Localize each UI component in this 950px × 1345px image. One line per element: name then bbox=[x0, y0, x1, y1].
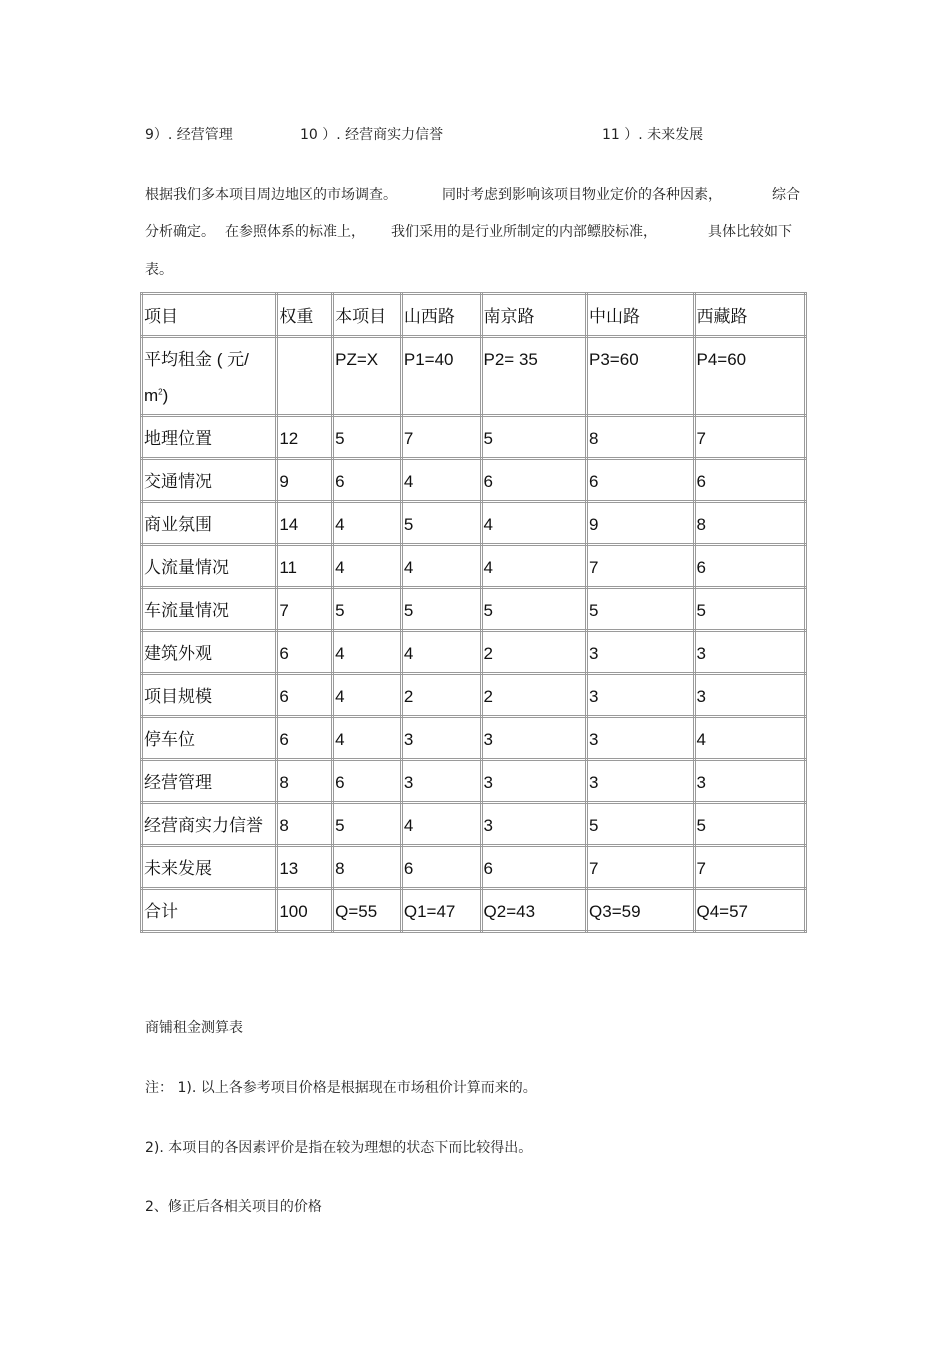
header-cell: 本项目 bbox=[333, 294, 402, 337]
header-cell: 项目 bbox=[142, 294, 277, 337]
table-cell: 3 bbox=[694, 631, 806, 674]
table-cell: 7 bbox=[587, 545, 694, 588]
factor-label-cell: 合计 bbox=[142, 889, 277, 932]
header-cell: 权重 bbox=[277, 294, 333, 337]
table-cell: Q=55 bbox=[333, 889, 402, 932]
table-cell: 5 bbox=[333, 416, 402, 459]
factor-item-10: 10 ）. 经营商实力信誉 bbox=[300, 127, 444, 143]
factor-label-cell: 经营管理 bbox=[142, 760, 277, 803]
table-cell: 6 bbox=[333, 459, 402, 502]
table-caption: 商铺租金测算表 bbox=[145, 1020, 243, 1036]
table-cell: 14 bbox=[277, 502, 333, 545]
table-cell: 4 bbox=[333, 631, 402, 674]
rent-label-cell bbox=[142, 337, 277, 416]
table-cell: 6 bbox=[481, 459, 587, 502]
intro-text: 在参照体系的标准上， bbox=[225, 224, 365, 240]
table-cell: 5 bbox=[481, 416, 587, 459]
table-cell: 3 bbox=[481, 760, 587, 803]
factor-label-cell: 项目规模 bbox=[142, 674, 277, 717]
table-cell: 6 bbox=[277, 631, 333, 674]
intro-text: 分析确定。 bbox=[145, 224, 215, 240]
table-cell: 6 bbox=[694, 459, 806, 502]
rent-comparison-table bbox=[140, 292, 807, 933]
table-cell: P2= 35 bbox=[481, 337, 587, 416]
factor-item-9: 9）. 经营管理 bbox=[145, 127, 233, 143]
rent-unit-close: ) bbox=[162, 386, 169, 405]
table-cell: 3 bbox=[694, 674, 806, 717]
table-cell bbox=[277, 337, 333, 416]
table-row bbox=[142, 803, 806, 846]
rent-label: 平均租金 ( 元/ bbox=[144, 350, 249, 369]
table-cell: 3 bbox=[587, 674, 694, 717]
table-cell: 3 bbox=[481, 803, 587, 846]
table-cell: 5 bbox=[333, 803, 402, 846]
factor-label-cell: 车流量情况 bbox=[142, 588, 277, 631]
table-cell: P3=60 bbox=[587, 337, 694, 416]
table-cell: 4 bbox=[401, 803, 481, 846]
section-heading: 2、修正后各相关项目的价格 bbox=[145, 1199, 322, 1215]
table-cell: PZ=X bbox=[333, 337, 402, 416]
table-header-row bbox=[142, 294, 806, 337]
table-cell: 9 bbox=[277, 459, 333, 502]
table-cell: Q3=59 bbox=[587, 889, 694, 932]
table-cell: 8 bbox=[333, 846, 402, 889]
table-row bbox=[142, 459, 806, 502]
table-cell: 2 bbox=[481, 674, 587, 717]
table-cell: 6 bbox=[333, 760, 402, 803]
intro-text: 综合 bbox=[772, 187, 800, 203]
table-cell: 7 bbox=[401, 416, 481, 459]
header-cell: 中山路 bbox=[587, 294, 694, 337]
table-cell: 7 bbox=[277, 588, 333, 631]
table-cell: 4 bbox=[333, 674, 402, 717]
table-cell: 2 bbox=[481, 631, 587, 674]
table-cell: 7 bbox=[587, 846, 694, 889]
table-cell: 12 bbox=[277, 416, 333, 459]
header-cell: 西藏路 bbox=[694, 294, 806, 337]
table-cell: 3 bbox=[587, 631, 694, 674]
table-cell: 4 bbox=[333, 502, 402, 545]
intro-line-3: 表。 bbox=[145, 262, 173, 278]
factor-list-heading bbox=[145, 124, 825, 144]
table-cell: 6 bbox=[694, 545, 806, 588]
table-cell: Q1=47 bbox=[401, 889, 481, 932]
table-cell: 5 bbox=[401, 588, 481, 631]
table-cell: 8 bbox=[277, 803, 333, 846]
intro-text: 我们采用的是行业所制定的内部鳔胶标准， bbox=[391, 224, 657, 240]
table-cell: Q2=43 bbox=[481, 889, 587, 932]
table-cell: 4 bbox=[694, 717, 806, 760]
table-row bbox=[142, 588, 806, 631]
factor-item-11: 11 ）. 未来发展 bbox=[602, 127, 704, 143]
factor-label-cell: 交通情况 bbox=[142, 459, 277, 502]
table-row bbox=[142, 416, 806, 459]
table-cell: 100 bbox=[277, 889, 333, 932]
table-row bbox=[142, 502, 806, 545]
table-cell: 6 bbox=[277, 717, 333, 760]
table-cell: 4 bbox=[333, 545, 402, 588]
intro-text: 具体比较如下 bbox=[708, 224, 792, 240]
table-cell: 7 bbox=[694, 416, 806, 459]
table-cell: 4 bbox=[401, 545, 481, 588]
table-cell: 8 bbox=[277, 760, 333, 803]
table-cell: 5 bbox=[401, 502, 481, 545]
table-cell: Q4=57 bbox=[694, 889, 806, 932]
table-cell: 4 bbox=[401, 459, 481, 502]
table-cell: P1=40 bbox=[401, 337, 481, 416]
rent-unit: m bbox=[144, 386, 159, 405]
table-cell: 3 bbox=[401, 760, 481, 803]
table-cell: 3 bbox=[401, 717, 481, 760]
table-cell: 5 bbox=[587, 803, 694, 846]
table-cell: 5 bbox=[587, 588, 694, 631]
table-cell: 3 bbox=[694, 760, 806, 803]
table-cell: P4=60 bbox=[694, 337, 806, 416]
header-cell: 山西路 bbox=[401, 294, 481, 337]
note-2: 2). 本项目的各因素评价是指在较为理想的状态下而比较得出。 bbox=[145, 1140, 533, 1156]
table-cell: 5 bbox=[333, 588, 402, 631]
factor-label-cell: 停车位 bbox=[142, 717, 277, 760]
table-cell: 3 bbox=[587, 760, 694, 803]
table-cell: 3 bbox=[587, 717, 694, 760]
table-cell: 6 bbox=[587, 459, 694, 502]
factor-label-cell: 商业氛围 bbox=[142, 502, 277, 545]
table-row bbox=[142, 674, 806, 717]
factor-label-cell: 未来发展 bbox=[142, 846, 277, 889]
table-row bbox=[142, 717, 806, 760]
table-cell: 13 bbox=[277, 846, 333, 889]
table-row bbox=[142, 545, 806, 588]
table-cell: 9 bbox=[587, 502, 694, 545]
table-row bbox=[142, 889, 806, 932]
intro-text: 根据我们多本项目周边地区的市场调查。 bbox=[145, 187, 397, 203]
table-cell: 4 bbox=[401, 631, 481, 674]
intro-text: 同时考虑到影响该项目物业定价的各种因素， bbox=[442, 187, 722, 203]
table-cell: 4 bbox=[333, 717, 402, 760]
table-cell: 8 bbox=[587, 416, 694, 459]
table-cell: 5 bbox=[481, 588, 587, 631]
rent-row bbox=[142, 337, 806, 416]
table-cell: 11 bbox=[277, 545, 333, 588]
table-cell: 5 bbox=[694, 588, 806, 631]
table-cell: 8 bbox=[694, 502, 806, 545]
table-row bbox=[142, 631, 806, 674]
note-1: 注： 1). 以上各参考项目价格是根据现在市场租价计算而来的。 bbox=[145, 1080, 537, 1096]
table-cell: 6 bbox=[401, 846, 481, 889]
table-cell: 2 bbox=[401, 674, 481, 717]
table-cell: 5 bbox=[694, 803, 806, 846]
table-cell: 7 bbox=[694, 846, 806, 889]
table-cell: 6 bbox=[277, 674, 333, 717]
table-cell: 3 bbox=[481, 717, 587, 760]
factor-label-cell: 建筑外观 bbox=[142, 631, 277, 674]
table-row bbox=[142, 760, 806, 803]
rent-unit-sup: 2 bbox=[158, 387, 163, 397]
factor-label-cell: 地理位置 bbox=[142, 416, 277, 459]
table-cell: 4 bbox=[481, 502, 587, 545]
table-row bbox=[142, 846, 806, 889]
header-cell: 南京路 bbox=[481, 294, 587, 337]
factor-label-cell: 经营商实力信誉 bbox=[142, 803, 277, 846]
table-cell: 4 bbox=[481, 545, 587, 588]
table-cell: 6 bbox=[481, 846, 587, 889]
factor-label-cell: 人流量情况 bbox=[142, 545, 277, 588]
